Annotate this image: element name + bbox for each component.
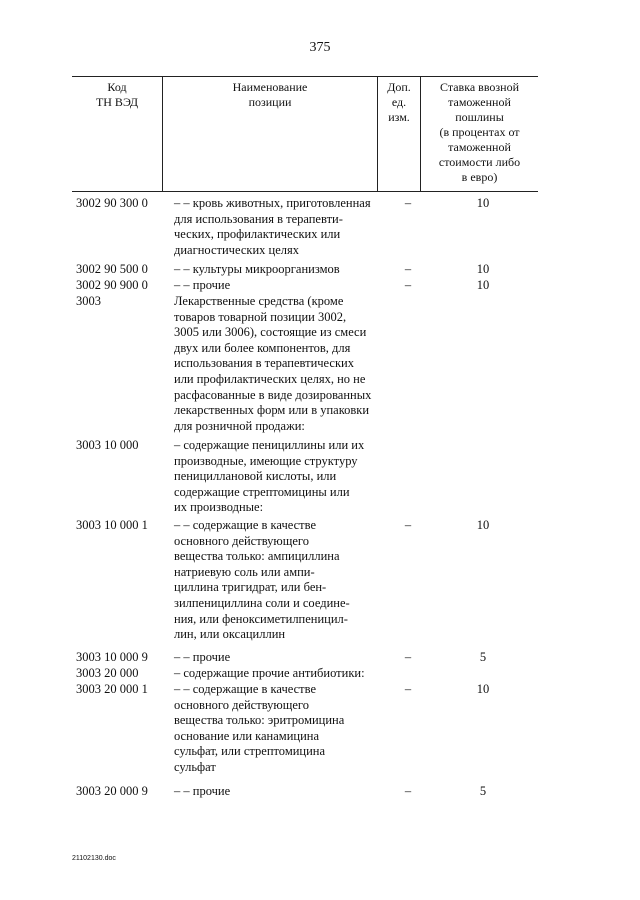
row-code: 3003 20 000 1	[76, 682, 148, 696]
row-unit: –	[404, 650, 412, 664]
row-name: – – прочие	[174, 650, 231, 664]
row-name: – – содержащие в качестве основного действующего вещества только: эритромицина основание или канамицина сульфат, или стрептомицина сульфат	[174, 682, 345, 774]
row-code: 3003 10 000	[76, 438, 139, 452]
row-rate: 10	[476, 196, 490, 210]
row-code: 3002 90 500 0	[76, 262, 148, 276]
row-name: – – прочие	[174, 278, 231, 292]
table-header	[72, 76, 538, 192]
row-unit: –	[404, 278, 412, 292]
row-rate: 10	[476, 278, 490, 292]
row-name: – – содержащие в качестве основного действующего вещества только: ампициллина натриевую соль или ампи- циллина тригидрат, или бен- зилпенициллина соли и соедине- ния, или феноксиметилпеницил- лин, или оксациллин	[174, 518, 350, 642]
row-unit: –	[404, 518, 412, 532]
row-unit: –	[404, 682, 412, 696]
row-code: 3003 20 000 9	[76, 784, 148, 798]
row-name: – – кровь животных, приготовленная для использования в терапевти- ческих, профилактических или диагностических целях	[174, 196, 371, 257]
row-name: – – прочие	[174, 784, 231, 798]
row-code: 3003 20 000	[76, 666, 139, 680]
row-rate: 10	[476, 518, 490, 532]
row-name: – содержащие пенициллины или их производные, имеющие структуру пенициллановой кислоты, или содержащие стрептомицины или их производные:	[174, 438, 365, 515]
header-rate: Ставка ввозной таможенной пошлины (в процентах от таможенной стоимости либо в евро)	[438, 80, 521, 184]
row-unit: –	[404, 784, 412, 798]
row-name: – – культуры микроорганизмов	[174, 262, 340, 276]
header-unit: Доп. ед. изм.	[378, 77, 421, 191]
row-code: 3002 90 300 0	[76, 196, 148, 210]
row-code: 3003	[76, 294, 101, 308]
row-code: 3002 90 900 0	[76, 278, 148, 292]
row-unit: –	[404, 262, 412, 276]
row-rate: 10	[476, 682, 490, 696]
row-name: – содержащие прочие антибиотики:	[174, 666, 365, 680]
footer-filename: 21102130.doc	[72, 855, 116, 862]
row-rate: 5	[479, 650, 487, 664]
row-code: 3003 10 000 9	[76, 650, 148, 664]
row-code: 3003 10 000 1	[76, 518, 148, 532]
page-number: 375	[309, 40, 331, 55]
tariff-table	[72, 76, 538, 798]
header-code: Код ТН ВЭД	[95, 80, 139, 109]
header-name: Наименование позиции	[162, 77, 378, 191]
row-rate: 10	[476, 262, 490, 276]
row-rate: 5	[479, 784, 487, 798]
row-name: Лекарственные средства (кроме товаров товарной позиции 3002, 3005 или 3006), состоящие из смеси двух или более компонентов, для использования в терапевтических или профилактических целях, но не расфасованные в виде дозированных лекарственных форм или в упаковки для розничной продажи:	[174, 294, 372, 433]
row-unit: –	[404, 196, 412, 210]
